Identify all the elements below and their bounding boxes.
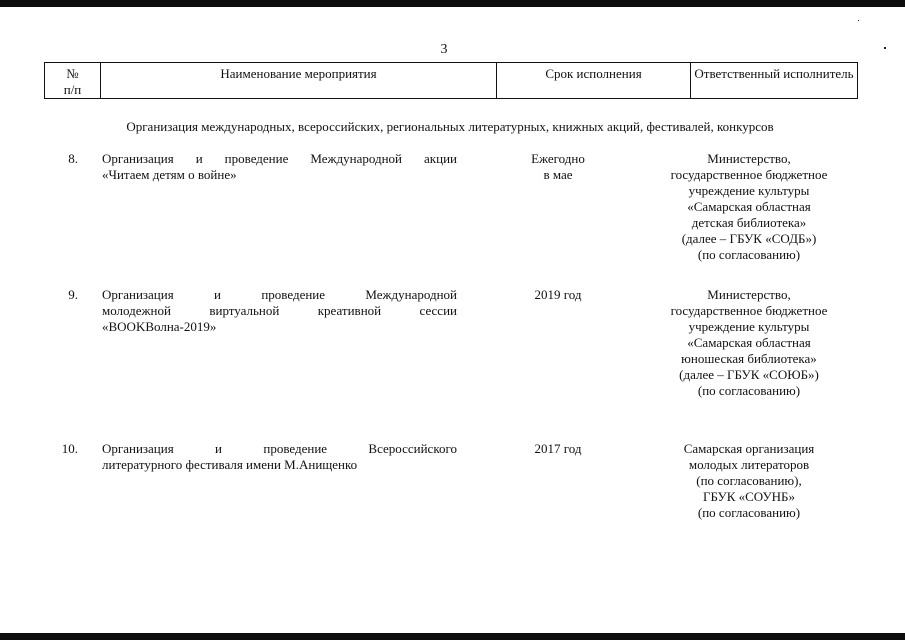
header-number-line: № bbox=[66, 66, 79, 81]
row-deadline: 2019 год bbox=[534, 287, 582, 302]
table-header bbox=[44, 62, 858, 99]
row-event-name: Организация и проведение Международной акции «Читаем детям о войне» bbox=[102, 151, 457, 182]
row-deadline: 2017 год bbox=[534, 441, 582, 456]
header-deadline: Срок исполнения bbox=[497, 63, 691, 98]
row-number: 10. bbox=[61, 441, 78, 456]
header-number bbox=[45, 63, 101, 98]
page-number: 3 bbox=[440, 42, 448, 57]
row-event-name: Организация и проведение Международной молодежной виртуальной креативной сессии «BOOKВолна-2019» bbox=[102, 287, 457, 334]
scan-speck bbox=[884, 47, 886, 49]
row-responsible: Министерство, государственное бюджетное учреждение культуры «Самарская областная детская библиотека» (далее – ГБУК «СОДБ») (по согласованию) bbox=[670, 151, 828, 262]
row-deadline: Ежегодно в мае bbox=[531, 151, 585, 182]
header-responsible: Ответственный исполнитель bbox=[694, 66, 854, 81]
header-number-line: п/п bbox=[63, 82, 82, 97]
row-responsible: Самарская организация молодых литераторов (по согласованию), ГБУК «СОУНБ» (по согласованию) bbox=[683, 441, 815, 520]
row-event-name: Организация и проведение Всероссийского литературного фестиваля имени М.Анищенко bbox=[102, 441, 457, 472]
row-responsible: Министерство, государственное бюджетное учреждение культуры «Самарская областная юношеская библиотека» (далее – ГБУК «СОЮБ») (по согласованию) bbox=[670, 287, 828, 398]
scan-speck bbox=[858, 20, 859, 21]
row-number: 9. bbox=[68, 287, 78, 302]
scan-edge-top bbox=[0, 0, 905, 7]
header-event-name: Наименование мероприятия bbox=[101, 63, 497, 98]
scan-edge-bottom bbox=[0, 633, 905, 640]
row-number: 8. bbox=[68, 151, 78, 166]
section-title: Организация международных, всероссийских, региональных литературных, книжных акций, фестивалей, конкурсов bbox=[126, 119, 774, 134]
